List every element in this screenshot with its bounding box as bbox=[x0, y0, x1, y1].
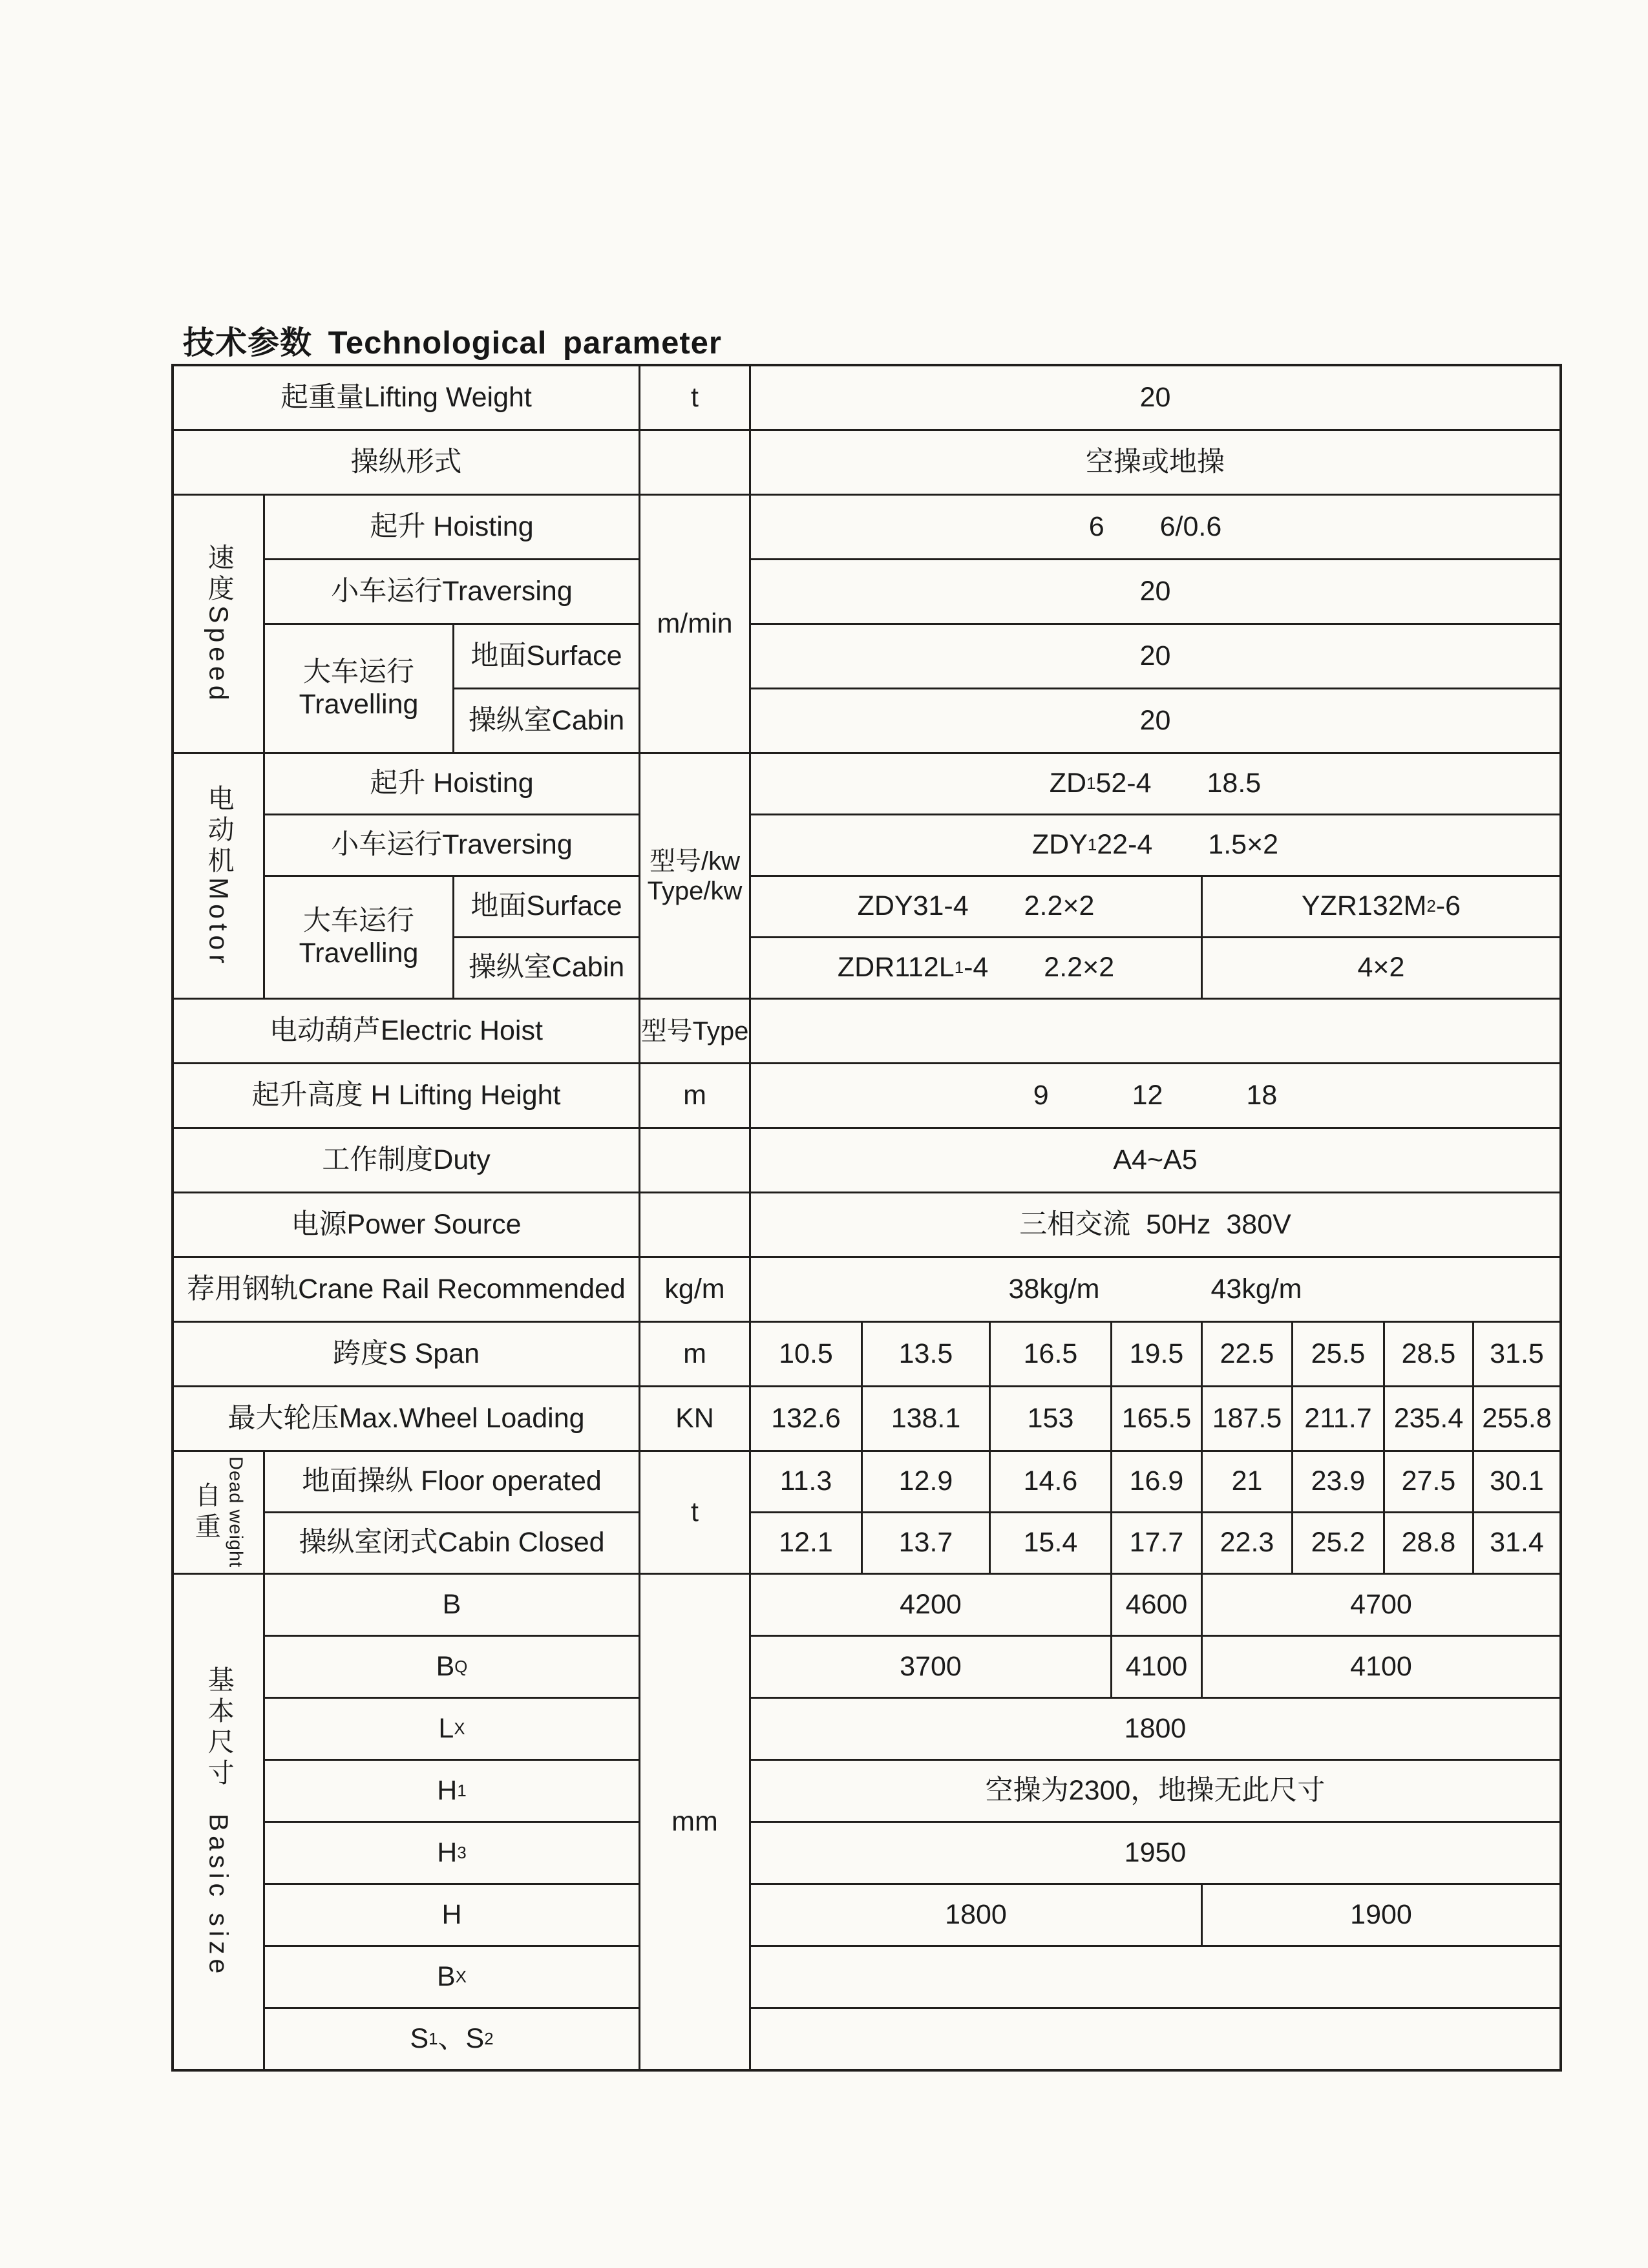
wheel-loading-value-5: 187.5 bbox=[1203, 1387, 1291, 1450]
floor-operated-label: 地面操纵 Floor operated bbox=[265, 1452, 639, 1511]
span-value-8: 31.5 bbox=[1474, 1323, 1559, 1385]
dead-weight-unit: t bbox=[640, 1452, 749, 1573]
cabin-closed-value-2: 13.7 bbox=[863, 1513, 989, 1573]
speed-traversing-label: 小车运行Traversing bbox=[265, 560, 639, 623]
dim-h-value-1: 1800 bbox=[751, 1885, 1201, 1945]
wheel-loading-value-6: 211.7 bbox=[1293, 1387, 1383, 1450]
cabin-closed-value-4: 17.7 bbox=[1112, 1513, 1201, 1573]
cabin-closed-value-3: 15.4 bbox=[991, 1513, 1110, 1573]
dim-bq-value-2: 4100 bbox=[1112, 1637, 1201, 1697]
cabin-closed-value-5: 22.3 bbox=[1203, 1513, 1291, 1573]
motor-cabin-value-right: 4×2 bbox=[1203, 938, 1559, 998]
span-unit: m bbox=[640, 1323, 749, 1385]
motor-travelling-label-en: Travelling bbox=[299, 937, 419, 969]
dim-lx-value: 1800 bbox=[751, 1699, 1559, 1759]
power-source-unit bbox=[640, 1193, 749, 1256]
dead-weight-section-label bbox=[174, 1452, 263, 1573]
span-value-2: 13.5 bbox=[863, 1323, 989, 1385]
speed-cabin-value: 20 bbox=[751, 689, 1559, 752]
speed-unit: m/min bbox=[640, 496, 749, 752]
wheel-loading-value-2: 138.1 bbox=[863, 1387, 989, 1450]
duty-unit bbox=[640, 1129, 749, 1192]
span-value-3: 16.5 bbox=[991, 1323, 1110, 1385]
electric-hoist-value bbox=[751, 1000, 1559, 1062]
speed-section-label bbox=[174, 496, 263, 752]
dim-h-value-2: 1900 bbox=[1203, 1885, 1559, 1945]
dim-bq-value-3: 4100 bbox=[1203, 1637, 1559, 1697]
wheel-loading-value-4: 165.5 bbox=[1112, 1387, 1201, 1450]
floor-operated-value-7: 27.5 bbox=[1385, 1452, 1472, 1511]
lifting-weight-unit: t bbox=[640, 366, 749, 429]
speed-section-vertical-text: 速度Speed bbox=[204, 543, 234, 705]
dim-bx-value bbox=[751, 1947, 1559, 2007]
span-value-4: 19.5 bbox=[1112, 1323, 1201, 1385]
basic-size-section-label bbox=[174, 1575, 263, 2069]
motor-surface-value-right: YZR132M 2 -6 bbox=[1203, 877, 1559, 936]
wheel-loading-value-7: 235.4 bbox=[1385, 1387, 1472, 1450]
speed-travelling-label bbox=[265, 625, 452, 752]
floor-operated-value-2: 12.9 bbox=[863, 1452, 989, 1511]
span-value-7: 28.5 bbox=[1385, 1323, 1472, 1385]
speed-travelling-label-en: Travelling bbox=[299, 688, 419, 720]
span-value-1: 10.5 bbox=[751, 1323, 861, 1385]
dim-b-value-3: 4700 bbox=[1203, 1575, 1559, 1635]
span-value-6: 25.5 bbox=[1293, 1323, 1383, 1385]
dim-h-label: H bbox=[265, 1885, 639, 1945]
control-mode-label: 操纵形式 bbox=[174, 431, 639, 494]
motor-unit bbox=[640, 754, 749, 998]
dead-weight-label-en: Dead weight bbox=[225, 1456, 246, 1568]
floor-operated-value-1: 11.3 bbox=[751, 1452, 861, 1511]
page-title: 技术参数 Technological parameter bbox=[183, 326, 722, 361]
motor-section-vertical-text: 电动机Motor bbox=[204, 784, 234, 968]
duty-value: A4~A5 bbox=[751, 1129, 1559, 1192]
dead-weight-label-cn: 自重 bbox=[191, 1481, 220, 1544]
motor-traversing-value: ZDY 1 22-4 1.5×2 bbox=[751, 815, 1559, 875]
crane-rail-value: 38kg/m 43kg/m bbox=[751, 1258, 1559, 1321]
duty-label: 工作制度Duty bbox=[174, 1129, 639, 1192]
motor-cabin-label: 操纵室Cabin bbox=[454, 938, 639, 998]
dim-h3-value: 1950 bbox=[751, 1823, 1559, 1883]
cabin-closed-label: 操纵室闭式Cabin Closed bbox=[265, 1513, 639, 1573]
speed-travelling-label-cn: 大车运行 bbox=[303, 656, 414, 688]
control-mode-unit bbox=[640, 431, 749, 494]
dim-h1-value: 空操为2300，地操无此尺寸 bbox=[751, 1761, 1559, 1821]
crane-rail-label: 荐用钢轨Crane Rail Recommended bbox=[174, 1258, 639, 1321]
dim-bq-label: B Q bbox=[265, 1637, 639, 1697]
motor-surface-value-left: ZDY31-4 2.2×2 bbox=[751, 877, 1201, 936]
spec-table bbox=[171, 364, 1562, 2072]
wheel-loading-value-3: 153 bbox=[991, 1387, 1110, 1450]
power-source-value: 三相交流 50Hz 380V bbox=[751, 1193, 1559, 1256]
dim-s1s2-label: S 1 、S 2 bbox=[265, 2009, 639, 2069]
dim-lx-label: L X bbox=[265, 1699, 639, 1759]
wheel-loading-value-8: 255.8 bbox=[1474, 1387, 1559, 1450]
lifting-weight-label: 起重量Lifting Weight bbox=[174, 366, 639, 429]
motor-cabin-value-left: ZDR112L 1 -4 2.2×2 bbox=[751, 938, 1201, 998]
basic-size-unit: mm bbox=[640, 1575, 749, 2069]
cabin-closed-value-6: 25.2 bbox=[1293, 1513, 1383, 1573]
wheel-loading-label: 最大轮压Max.Wheel Loading bbox=[174, 1387, 639, 1450]
dim-h1-label: H 1 bbox=[265, 1761, 639, 1821]
motor-surface-label: 地面Surface bbox=[454, 877, 639, 936]
floor-operated-value-5: 21 bbox=[1203, 1452, 1291, 1511]
dim-s1s2-value bbox=[751, 2009, 1559, 2069]
floor-operated-value-4: 16.9 bbox=[1112, 1452, 1201, 1511]
motor-unit-line2: Type/kw bbox=[647, 876, 743, 905]
electric-hoist-unit: 型号Type bbox=[640, 1000, 749, 1062]
motor-traversing-label: 小车运行Traversing bbox=[265, 815, 639, 875]
motor-travelling-label bbox=[265, 877, 452, 998]
span-label: 跨度S Span bbox=[174, 1323, 639, 1385]
lifting-height-value: 9 12 18 bbox=[751, 1064, 1559, 1127]
dim-h3-label: H 3 bbox=[265, 1823, 639, 1883]
lifting-height-unit: m bbox=[640, 1064, 749, 1127]
cabin-closed-value-1: 12.1 bbox=[751, 1513, 861, 1573]
dim-bx-label: B X bbox=[265, 1947, 639, 2007]
motor-section-label bbox=[174, 754, 263, 998]
floor-operated-value-6: 23.9 bbox=[1293, 1452, 1383, 1511]
floor-operated-value-8: 30.1 bbox=[1474, 1452, 1559, 1511]
crane-rail-unit: kg/m bbox=[640, 1258, 749, 1321]
basic-size-vertical-text: 基本尺寸 Basic size bbox=[204, 1665, 234, 1979]
motor-travelling-label-cn: 大车运行 bbox=[303, 905, 414, 937]
span-value-5: 22.5 bbox=[1203, 1323, 1291, 1385]
motor-hoisting-label: 起升 Hoisting bbox=[265, 754, 639, 814]
speed-hoisting-value: 6 6/0.6 bbox=[751, 496, 1559, 558]
wheel-loading-unit: KN bbox=[640, 1387, 749, 1450]
cabin-closed-value-8: 31.4 bbox=[1474, 1513, 1559, 1573]
speed-surface-label: 地面Surface bbox=[454, 625, 639, 688]
dim-b-value-1: 4200 bbox=[751, 1575, 1110, 1635]
floor-operated-value-3: 14.6 bbox=[991, 1452, 1110, 1511]
lifting-height-label: 起升高度 H Lifting Height bbox=[174, 1064, 639, 1127]
dim-b-value-2: 4600 bbox=[1112, 1575, 1201, 1635]
speed-hoisting-label: 起升 Hoisting bbox=[265, 496, 639, 558]
power-source-label: 电源Power Source bbox=[174, 1193, 639, 1256]
motor-unit-line1: 型号/kw bbox=[650, 846, 740, 876]
speed-surface-value: 20 bbox=[751, 625, 1559, 688]
dim-b-label: B bbox=[265, 1575, 639, 1635]
dim-bq-value-1: 3700 bbox=[751, 1637, 1110, 1697]
control-mode-value: 空操或地操 bbox=[751, 431, 1559, 494]
electric-hoist-label: 电动葫芦Electric Hoist bbox=[174, 1000, 639, 1062]
speed-cabin-label: 操纵室Cabin bbox=[454, 689, 639, 752]
motor-hoisting-value: ZD 1 52-4 18.5 bbox=[751, 754, 1559, 814]
speed-traversing-value: 20 bbox=[751, 560, 1559, 623]
lifting-weight-value: 20 bbox=[751, 366, 1559, 429]
wheel-loading-value-1: 132.6 bbox=[751, 1387, 861, 1450]
cabin-closed-value-7: 28.8 bbox=[1385, 1513, 1472, 1573]
